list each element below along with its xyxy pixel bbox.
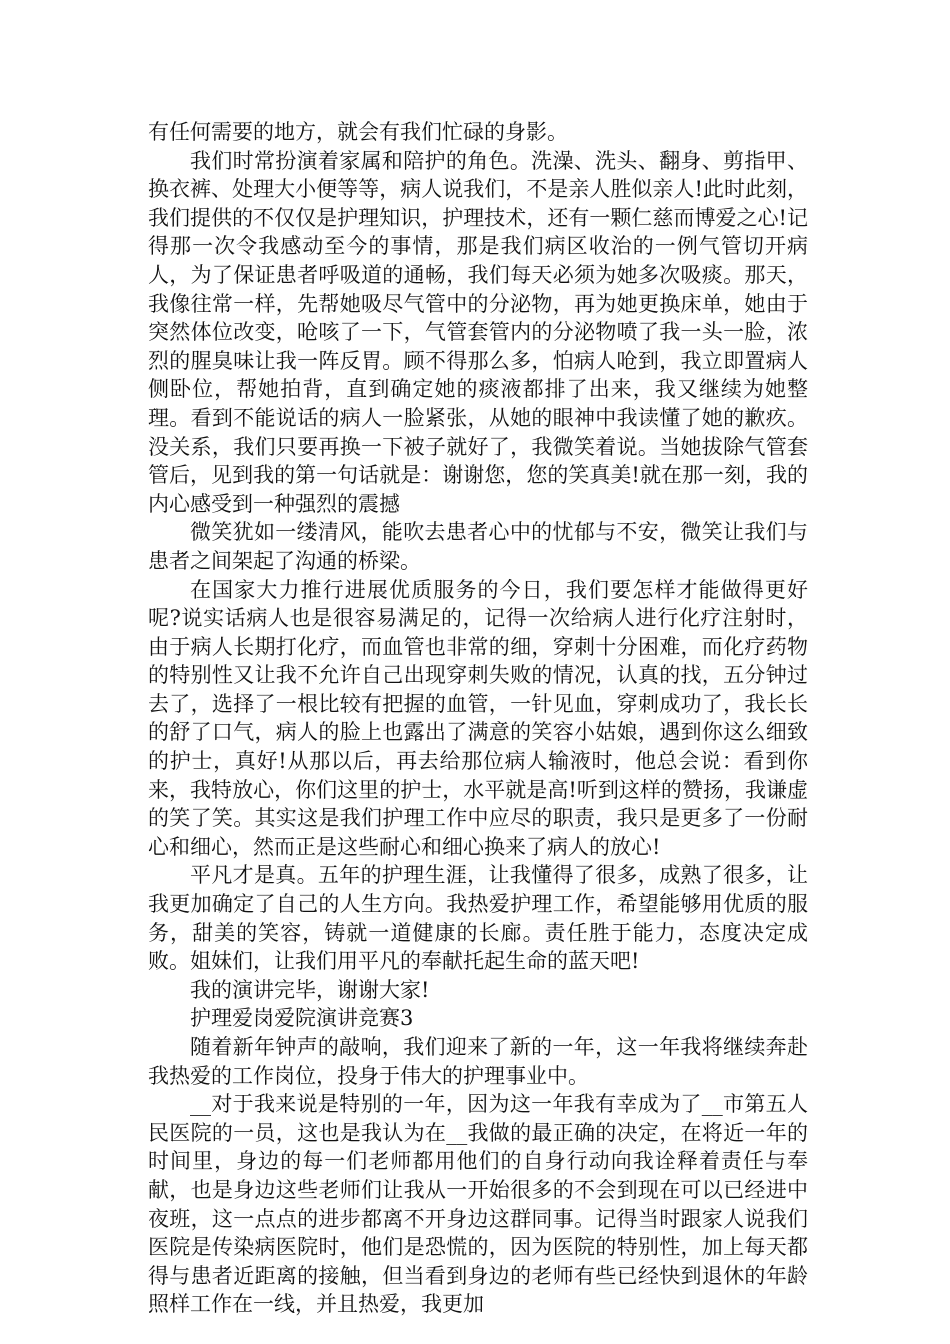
paragraph-5: 平凡才是真。五年的护理生涯，让我懂得了很多，成熟了很多，让我更加确定了自己的人生方向。我热爱护理工作，希望能够用优质的服务，甜美的笑容，铸就一道健康的长廊。责任胜于能力，态度决定成败。姐妹们，让我们用平凡的奉献托起生命的蓝天吧! [148, 863, 808, 974]
paragraph-9: __对于我来说是特别的一年，因为这一年我有幸成为了__市第五人民医院的一员，这也是我认为在__我做的最正确的决定，在将近一年的时间里，身边的每一们老师都用他们的自身行动向我诠释着责任与奉献，也是身边这些老师们让我从一开始很多的不会到现在可以已经进中夜班，这一点点的进步都离不开身边这群同事。记得当时跟家人说我们医院是传染病医院时，他们是恐慌的，因为医院的特别性，加上每天都得与患者近距离的接触，但当看到身边的老师有些已经快到退休的年龄照样工作在一线，并且热爱，我更加 [148, 1092, 808, 1317]
section-heading: 护理爱岗爱院演讲竞赛3 [190, 1006, 414, 1031]
document-body [148, 118, 808, 1319]
paragraph-2: 我们时常扮演着家属和陪护的角色。洗澡、洗头、翻身、剪指甲、换衣裤、处理大小便等等，病人说我们，不是亲人胜似亲人!此时此刻，我们提供的不仅仅是护理知识，护理技术，还有一颗仁慈而博爱之心!记得那一次令我感动至今的事情，那是我们病区收治的一例气管切开病人，为了保证患者呼吸道的通畅，我们每天必须为她多次吸痰。那天，我像往常一样，先帮她吸尽气管中的分泌物，再为她更换床单，她由于突然体位改变，呛咳了一下，气管套管内的分泌物喷了我一头一脸，浓烈的腥臭味让我一阵反胃。顾不得那么多，怕病人呛到，我立即置病人侧卧位，帮她拍背，直到确定她的痰液都排了出来，我又继续为她整理。看到不能说话的病人一脸紧张，从她的眼神中我读懂了她的歉疚。没关系，我们只要再换一下被子就好了，我微笑着说。当她拔除气管套管后，见到我的第一句话就是：谢谢您，您的笑真美!就在那一刻，我的内心感受到一种强烈的震撼 [148, 148, 808, 516]
paragraph-8: 随着新年钟声的敲响，我们迎来了新的一年，这一年我将继续奔赴我热爱的工作岗位，投身于伟大的护理事业中。 [148, 1035, 808, 1088]
paragraph-3: 微笑犹如一缕清风，能吹去患者心中的忧郁与不安，微笑让我们与患者之间架起了沟通的桥梁。 [148, 520, 808, 573]
paragraph-4: 在国家大力推行进展优质服务的今日，我们要怎样才能做得更好呢?说实话病人也是很容易满足的，记得一次给病人进行化疗注射时，由于病人长期打化疗，而血管也非常的细，穿刺十分困难，而化疗药物的特别性又让我不允许自己出现穿刺失败的情况，认真的找，五分钟过去了，选择了一根比较有把握的血管，一针见血，穿刺成功了，我长长的舒了口气，病人的脸上也露出了满意的笑容小姑娘，遇到你这么细致的护士，真好!从那以后，再去给那位病人输液时，他总会说：看到你来，我特放心，你们这里的护士，水平就是高!听到这样的赞扬，我谦虚的笑了笑。其实这是我们护理工作中应尽的职责，我只是更多了一份耐心和细心，然而正是这些耐心和细心换来了病人的放心! [148, 577, 808, 859]
closing-line: 我的演讲完毕，谢谢大家! [190, 977, 430, 1002]
paragraph-1: 有任何需要的地方，就会有我们忙碌的身影。 [148, 120, 568, 144]
